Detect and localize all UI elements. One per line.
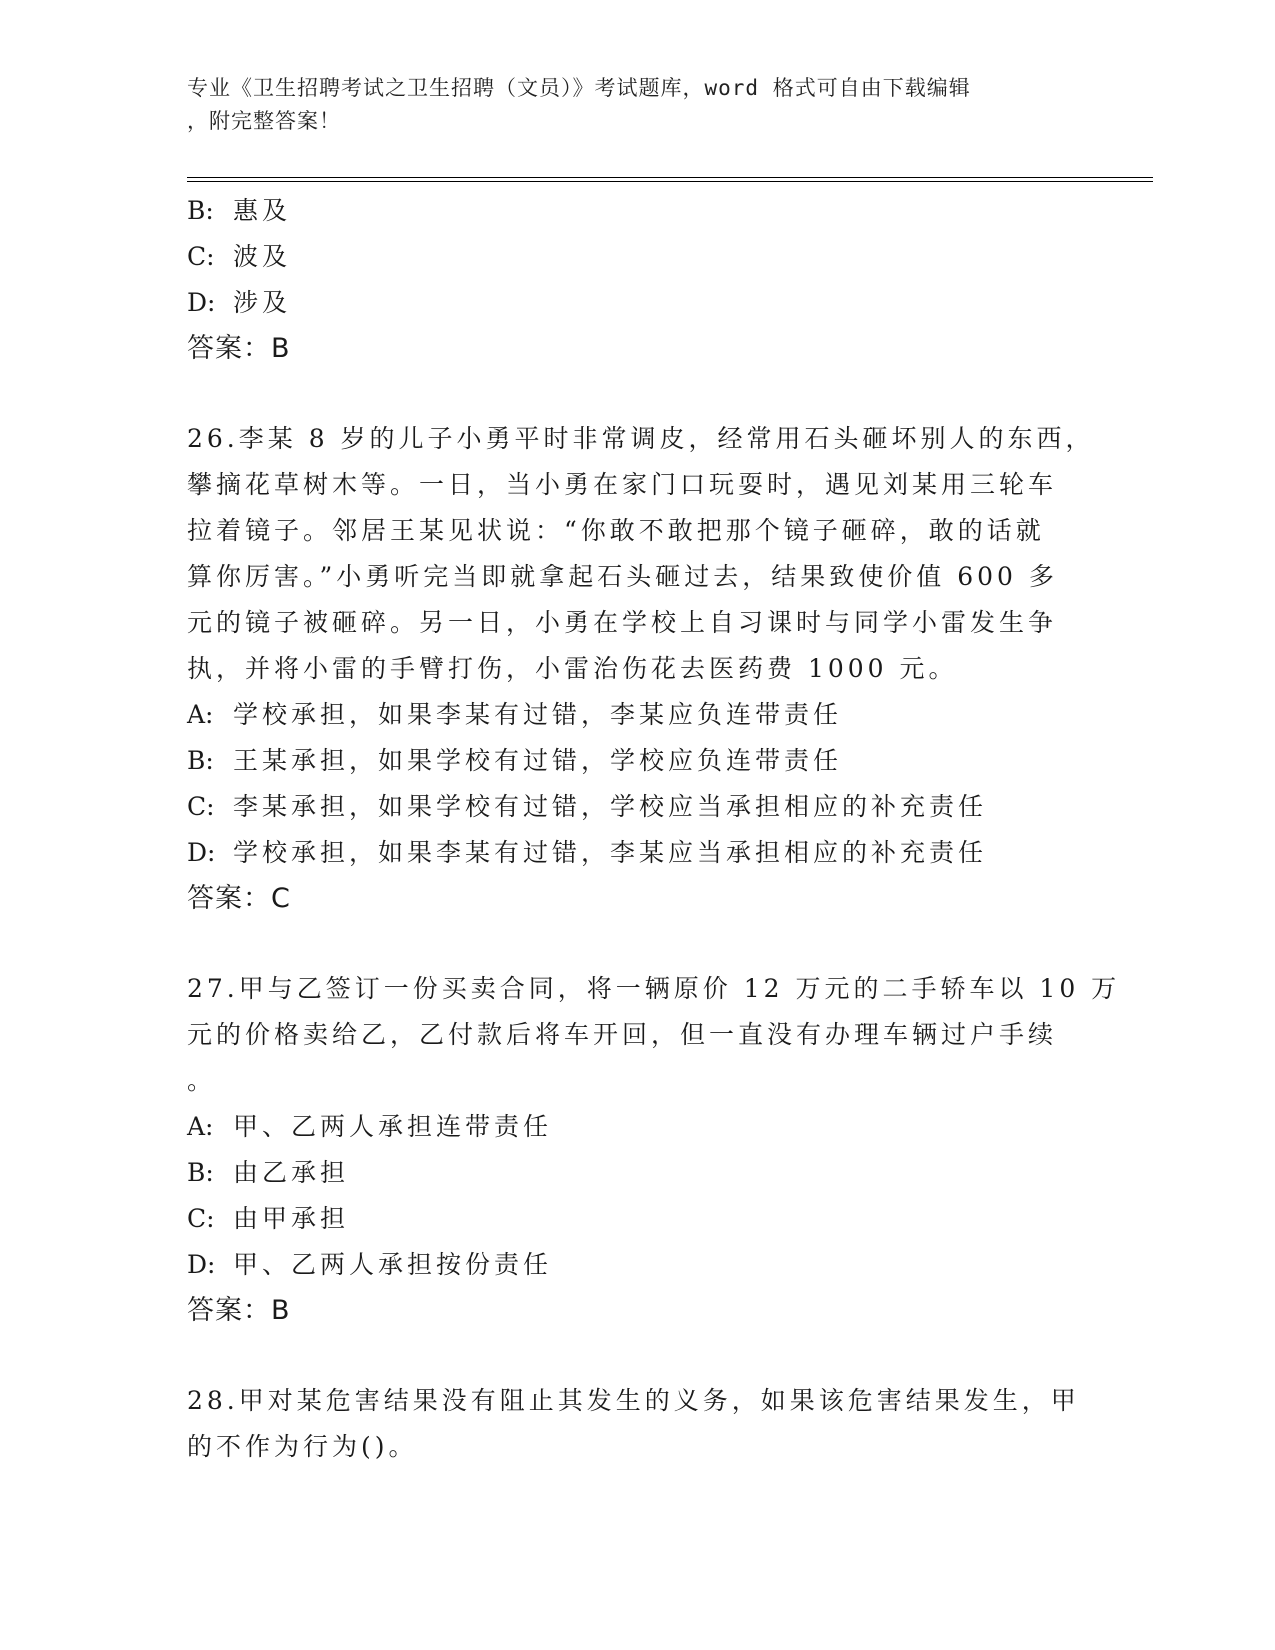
option-d <box>187 830 1087 876</box>
question-block-27 <box>187 966 1121 1334</box>
option-letter: C: <box>187 792 215 821</box>
question-text <box>187 966 1121 1104</box>
question-line: 的不作为行为()。 <box>187 1432 418 1461</box>
question-text <box>187 1378 1087 1470</box>
question-line: 拉着镜子。邻居王某见状说：“你敢不敢把那个镜子砸碎，敢的话就 <box>187 516 1045 545</box>
question-block-previous <box>187 188 1087 372</box>
option-c <box>187 1196 1087 1242</box>
option-d <box>187 280 1087 326</box>
question-line: 26.李某 8 岁的儿子小勇平时非常调皮，经常用石头砸坏别人的东西， <box>187 424 1095 453</box>
question-line: 27.甲与乙签订一份买卖合同，将一辆原价 12 万元的二手轿车以 10 万 <box>187 974 1121 1003</box>
header-divider-bottom <box>187 181 1153 182</box>
header-divider-top <box>187 177 1153 178</box>
option-text: 甲、乙两人承担连带责任 <box>233 1112 553 1141</box>
spacer <box>187 372 1087 416</box>
option-a <box>187 1104 1087 1150</box>
option-text: 由甲承担 <box>233 1204 350 1233</box>
option-b <box>187 1150 1087 1196</box>
option-text: 涉及 <box>233 288 292 317</box>
question-line: 算你厉害。”小勇听完当即就拿起石头砸过去，结果致使价值 600 多 <box>187 562 1058 591</box>
option-letter: D: <box>187 838 216 867</box>
question-line: 。 <box>187 1066 217 1095</box>
question-text <box>187 416 1095 692</box>
question-line: 攀摘花草树木等。一日，当小勇在家门口玩耍时，遇见刘某用三轮车 <box>187 470 1058 499</box>
option-letter: B: <box>187 746 214 775</box>
question-block-26 <box>187 416 1095 922</box>
option-text: 学校承担，如果李某有过错，李某应当承担相应的补充责任 <box>233 838 988 867</box>
option-d <box>187 1242 1087 1288</box>
option-letter: D: <box>187 288 216 317</box>
header-line-2: ，附完整答案！ <box>187 109 341 133</box>
option-c <box>187 234 1087 280</box>
question-line: 元的镜子被砸碎。另一日，小勇在学校上自习课时与同学小雷发生争 <box>187 608 1058 637</box>
spacer <box>187 922 1087 966</box>
answer-label: 答案：B <box>187 333 291 364</box>
question-block-28 <box>187 1378 1087 1470</box>
option-letter: B: <box>187 1158 214 1187</box>
spacer <box>187 1334 1087 1378</box>
answer-label: 答案：C <box>187 883 291 914</box>
page-header <box>187 72 1067 138</box>
option-letter: C: <box>187 242 215 271</box>
option-letter: A: <box>187 1112 214 1141</box>
question-list <box>187 188 1121 1470</box>
header-line-1: 专业《卫生招聘考试之卫生招聘（文员）》考试题库，word 格式可自由下载编辑 <box>187 76 971 100</box>
answer-label: 答案：B <box>187 1295 291 1326</box>
option-b <box>187 738 1087 784</box>
option-b <box>187 188 1087 234</box>
option-letter: C: <box>187 1204 215 1233</box>
option-a <box>187 692 1087 738</box>
option-text: 波及 <box>233 242 292 271</box>
option-text: 由乙承担 <box>233 1158 350 1187</box>
option-letter: A: <box>187 700 214 729</box>
option-c <box>187 784 1087 830</box>
option-text: 学校承担，如果李某有过错，李某应负连带责任 <box>233 700 843 729</box>
option-text: 甲、乙两人承担按份责任 <box>233 1250 553 1279</box>
option-text: 惠及 <box>233 196 292 225</box>
option-text: 李某承担，如果学校有过错，学校应当承担相应的补充责任 <box>233 792 988 821</box>
question-line: 元的价格卖给乙，乙付款后将车开回，但一直没有办理车辆过户手续 <box>187 1020 1058 1049</box>
question-line: 28.甲对某危害结果没有阻止其发生的义务，如果该危害结果发生，甲 <box>187 1386 1080 1415</box>
option-text: 王某承担，如果学校有过错，学校应负连带责任 <box>233 746 843 775</box>
question-line: 执，并将小雷的手臂打伤，小雷治伤花去医药费 1000 元。 <box>187 654 958 683</box>
option-letter: B: <box>187 196 214 225</box>
option-letter: D: <box>187 1250 216 1279</box>
